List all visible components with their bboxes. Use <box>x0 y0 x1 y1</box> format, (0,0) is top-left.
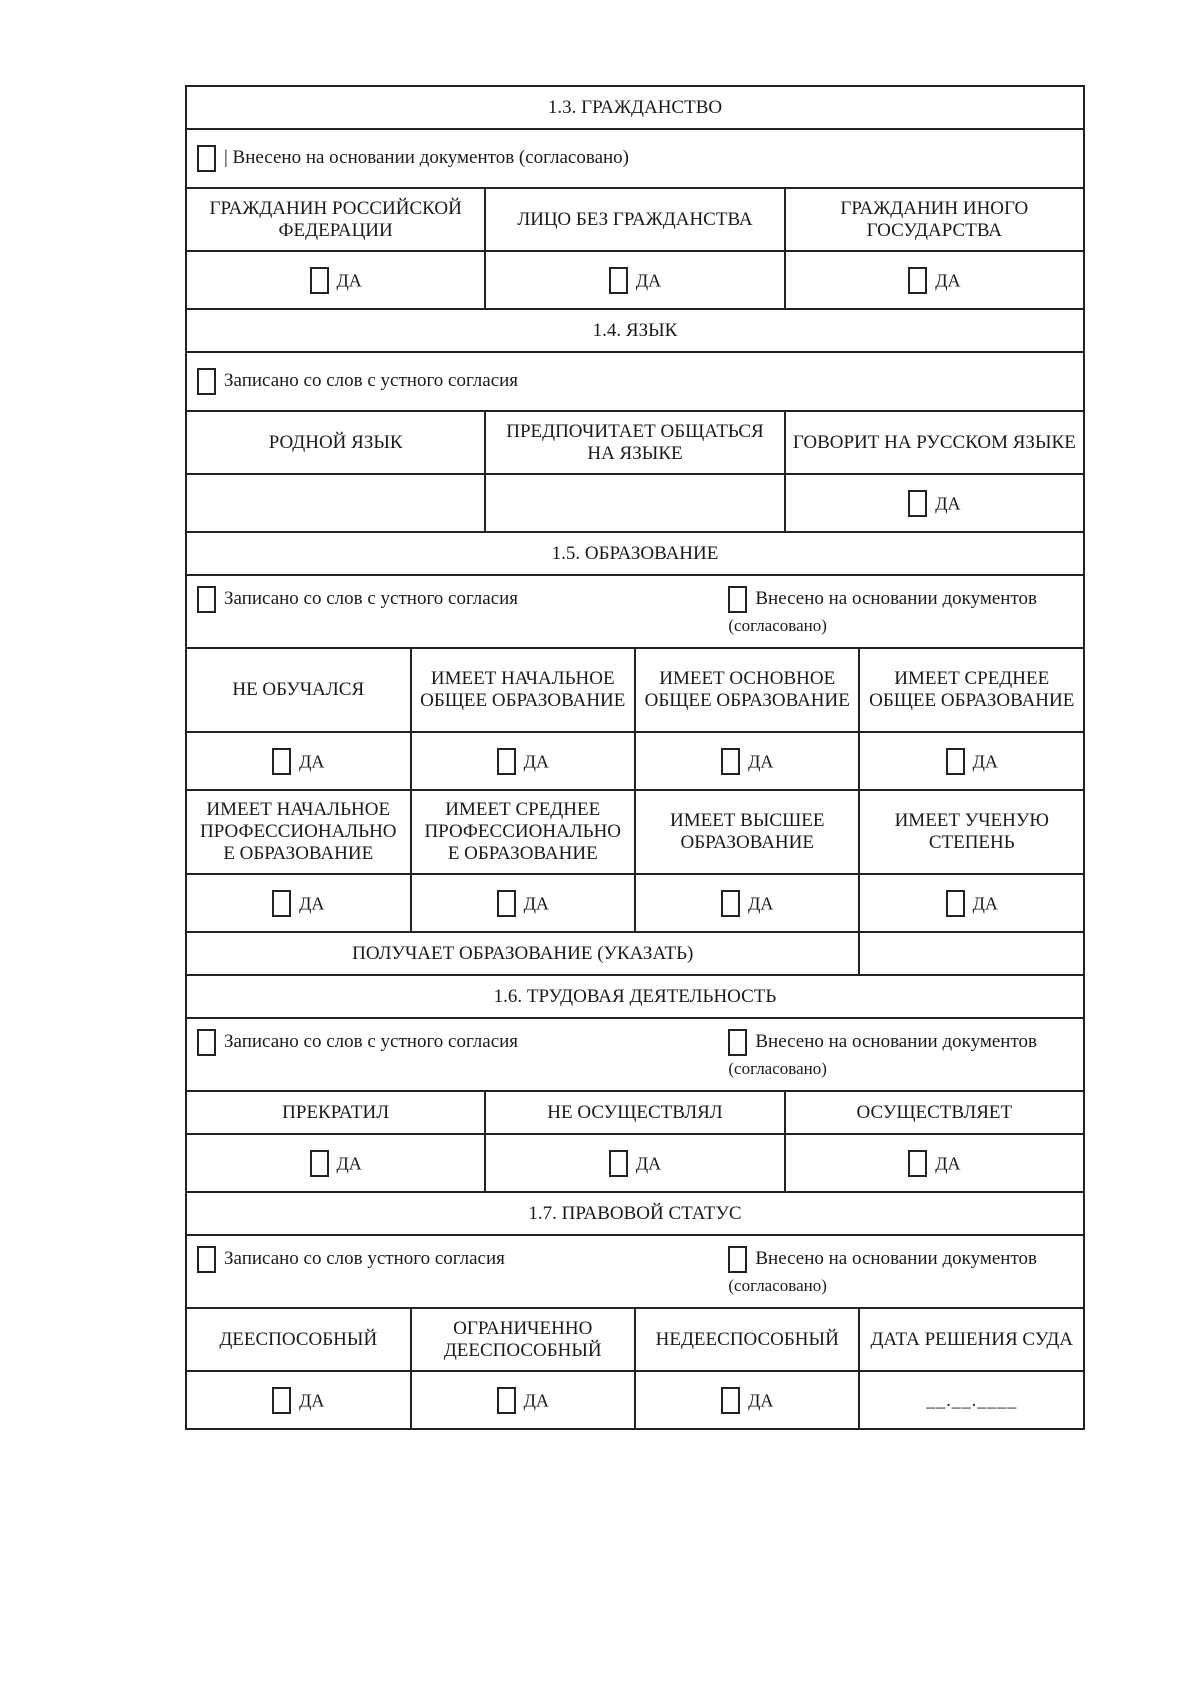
stopped-checkbox[interactable] <box>310 1150 329 1177</box>
col-limited-capable: ОГРАНИЧЕННО ДЕЕСПОСОБНЫЙ <box>411 1308 635 1371</box>
language-section-title: 1.4. ЯЗЫК <box>186 309 1084 352</box>
basic-general-checkbox[interactable] <box>721 748 740 775</box>
col-rf-citizen: ГРАЖДАНИН РОССИЙСКОЙ ФЕДЕРАЦИИ <box>186 188 485 251</box>
col-foreign-citizen: ГРАЖДАНИН ИНОГО ГОСУДАРСТВА <box>785 188 1084 251</box>
col-secondary-professional: ИМЕЕТ СРЕДНЕЕ ПРОФЕССИОНАЛЬНО Е ОБРАЗОВАНИЕ <box>411 790 635 874</box>
primary-professional-checkbox[interactable] <box>272 890 291 917</box>
employment-oral-checkbox[interactable] <box>197 1029 216 1056</box>
col-secondary-general: ИМЕЕТ СРЕДНЕЕ ОБЩЕЕ ОБРАЗОВАНИЕ <box>859 648 1084 732</box>
capable-checkbox[interactable] <box>272 1387 291 1414</box>
col-stateless: ЛИЦО БЕЗ ГРАЖДАНСТВА <box>485 188 784 251</box>
col-incapable: НЕДЕЕСПОСОБНЫЙ <box>635 1308 859 1371</box>
education-section-title: 1.5. ОБРАЗОВАНИЕ <box>186 532 1084 575</box>
education-oral-checkbox[interactable] <box>197 586 216 613</box>
col-employed: ОСУЩЕСТВЛЯЕТ <box>785 1091 1084 1134</box>
col-not-employed: НЕ ОСУЩЕСТВЛЯЛ <box>485 1091 784 1134</box>
employed-checkbox[interactable] <box>908 1150 927 1177</box>
questionnaire-form: 1.3. ГРАЖДАНСТВО | Внесено на основании документов (согласовано) ГРАЖДАНИН РОССИЙСКОЙ ФЕДЕРАЦИИ ЛИЦО БЕЗ ГРАЖДАНСТВА ГРАЖДАНИН ИНОГО ГОСУДАРСТВА ДА ДА ДА 1.4. ЯЗЫК Записано со слов с устного согласия РОДНОЙ ЯЗЫК ПРЕДПОЧИТАЕТ ОБЩАТЬСЯ НА ЯЗЫКЕ ГОВОРИТ НА РУССКОМ ЯЗЫКЕ ДА 1.5. ОБРАЗОВАНИЕ Записано со слов с устного согласия Внесено на основании документов (согласовано) НЕ ОБУЧАЛСЯ ИМЕЕТ НАЧАЛЬНОЕ ОБЩЕЕ ОБРАЗОВАНИЕ ИМЕЕТ ОСНОВНОЕ ОБЩЕЕ ОБРАЗОВАНИЕ ИМЕЕТ СРЕДНЕЕ ОБЩЕЕ ОБРАЗОВАНИЕ ДА ДА ДА ДА ИМЕЕТ НАЧАЛЬНОЕ ПРОФЕССИОНАЛЬНО Е ОБРАЗОВАНИЕ ИМЕЕТ СРЕДНЕЕ ПРОФЕССИОНАЛЬНО Е ОБРАЗОВАНИЕ ИМЕЕТ ВЫСШЕЕ ОБРАЗОВАНИЕ ИМЕЕТ УЧЕНУЮ СТЕПЕНЬ ДА ДА ДА ДА ПОЛУЧАЕТ ОБРАЗОВАНИЕ (УКАЗАТЬ) 1.6. ТРУДОВАЯ ДЕЯТЕЛЬНОСТЬ Записано со слов с устного согласия Внесено на основании документов (согласовано) ПРЕКРАТИЛ НЕ ОСУЩЕСТВЛЯЛ ОСУЩЕСТВЛЯЕТ ДА ДА ДА 1.7. ПРАВОВОЙ СТАТУС Записано со слов устного согласия Внесено на основании документов (согласовано) ДЕЕСПОСОБНЫЙ ОГРАНИЧЕННО ДЕЕСПОСОБНЫЙ НЕДЕЕСПОСОБНЫЙ ДАТА РЕШЕНИЯ СУДА ДА ДА ДА __.__.____ <box>185 85 1085 1430</box>
not-employed-checkbox[interactable] <box>609 1150 628 1177</box>
legal-section-title: 1.7. ПРАВОВОЙ СТАТУС <box>186 1192 1084 1235</box>
citizenship-note <box>186 129 1084 188</box>
oral-consent-checkbox[interactable] <box>197 368 216 395</box>
col-degree: ИМЕЕТ УЧЕНУЮ СТЕПЕНЬ <box>859 790 1084 874</box>
col-stopped: ПРЕКРАТИЛ <box>186 1091 485 1134</box>
no-education-checkbox[interactable] <box>272 748 291 775</box>
employment-note: Записано со слов с устного согласия Внесено на основании документов (согласовано) <box>186 1018 1084 1091</box>
speaks-russian-cell: ДА <box>785 474 1084 532</box>
citizenship-section-title: 1.3. ГРАЖДАНСТВО <box>186 86 1084 129</box>
employment-docs-checkbox[interactable] <box>728 1029 747 1056</box>
rf-citizen-cell: ДА <box>186 251 485 309</box>
current-education-input[interactable] <box>859 932 1084 975</box>
court-date-field[interactable]: __.__.____ <box>859 1371 1084 1429</box>
stateless-checkbox[interactable] <box>609 267 628 294</box>
oral-consent-label: Записано со слов с устного согласия <box>224 369 519 391</box>
col-native-language: РОДНОЙ ЯЗЫК <box>186 411 485 474</box>
col-higher: ИМЕЕТ ВЫСШЕЕ ОБРАЗОВАНИЕ <box>635 790 859 874</box>
speaks-russian-checkbox[interactable] <box>908 490 927 517</box>
col-primary-professional: ИМЕЕТ НАЧАЛЬНОЕ ПРОФЕССИОНАЛЬНО Е ОБРАЗОВАНИЕ <box>186 790 411 874</box>
col-preferred-language: ПРЕДПОЧИТАЕТ ОБЩАТЬСЯ НА ЯЗЫКЕ <box>485 411 784 474</box>
legal-oral-checkbox[interactable] <box>197 1246 216 1273</box>
col-capable: ДЕЕСПОСОБНЫЙ <box>186 1308 411 1371</box>
education-note: Записано со слов с устного согласия Внесено на основании документов (согласовано) <box>186 575 1084 648</box>
limited-capable-checkbox[interactable] <box>497 1387 516 1414</box>
documents-checkbox[interactable] <box>197 145 216 172</box>
documents-label: | Внесено на основании документов (согласовано) <box>224 146 630 168</box>
current-education-label: ПОЛУЧАЕТ ОБРАЗОВАНИЕ (УКАЗАТЬ) <box>186 932 859 975</box>
col-basic-general: ИМЕЕТ ОСНОВНОЕ ОБЩЕЕ ОБРАЗОВАНИЕ <box>635 648 859 732</box>
col-no-education: НЕ ОБУЧАЛСЯ <box>186 648 411 732</box>
incapable-checkbox[interactable] <box>721 1387 740 1414</box>
rf-citizen-checkbox[interactable] <box>310 267 329 294</box>
secondary-general-checkbox[interactable] <box>946 748 965 775</box>
employment-section-title: 1.6. ТРУДОВАЯ ДЕЯТЕЛЬНОСТЬ <box>186 975 1084 1018</box>
language-note <box>186 352 1084 411</box>
foreign-citizen-checkbox[interactable] <box>908 267 927 294</box>
col-court-date: ДАТА РЕШЕНИЯ СУДА <box>859 1308 1084 1371</box>
native-language-input[interactable] <box>186 474 485 532</box>
col-primary-general: ИМЕЕТ НАЧАЛЬНОЕ ОБЩЕЕ ОБРАЗОВАНИЕ <box>411 648 635 732</box>
preferred-language-input[interactable] <box>485 474 784 532</box>
degree-checkbox[interactable] <box>946 890 965 917</box>
stateless-cell: ДА <box>485 251 784 309</box>
legal-note: Записано со слов устного согласия Внесено на основании документов (согласовано) <box>186 1235 1084 1308</box>
primary-general-checkbox[interactable] <box>497 748 516 775</box>
higher-education-checkbox[interactable] <box>721 890 740 917</box>
foreign-citizen-cell: ДА <box>785 251 1084 309</box>
legal-docs-checkbox[interactable] <box>728 1246 747 1273</box>
secondary-professional-checkbox[interactable] <box>497 890 516 917</box>
col-speaks-russian: ГОВОРИТ НА РУССКОМ ЯЗЫКЕ <box>785 411 1084 474</box>
education-docs-checkbox[interactable] <box>728 586 747 613</box>
